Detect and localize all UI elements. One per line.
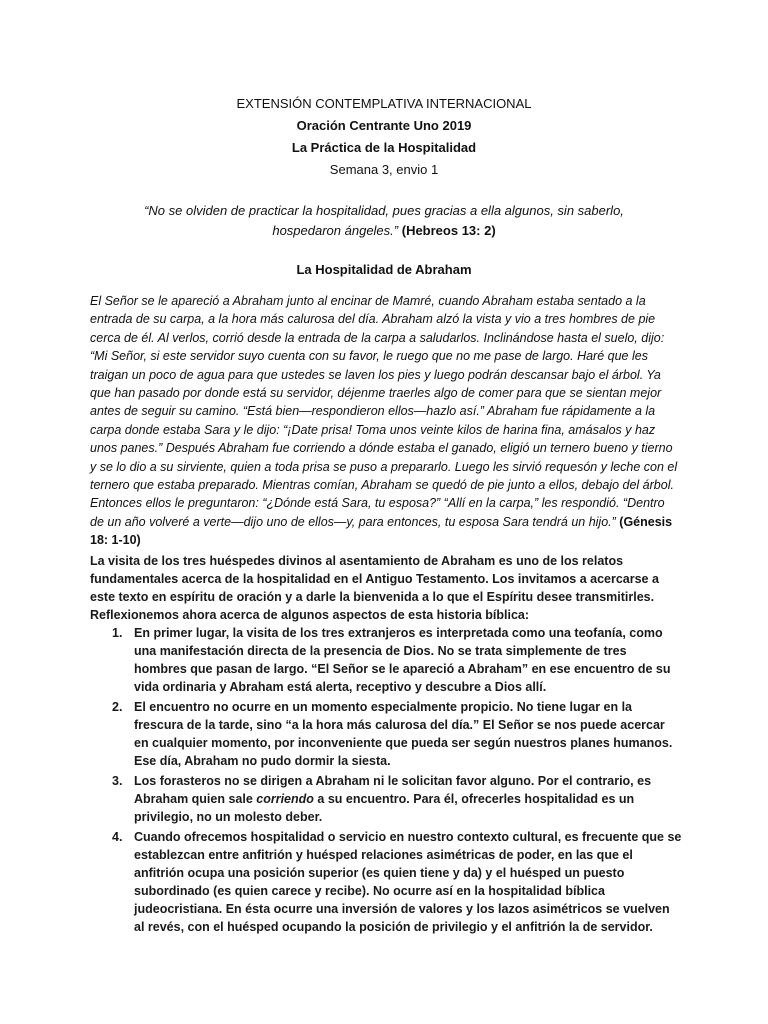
epigraph-quote: “No se olviden de practicar la hospitalidad, pues gracias a ella algunos, sin saberlo, hospedaron ángeles.” xyxy=(144,203,624,238)
list-item-number: 4. xyxy=(112,830,123,844)
list-item xyxy=(90,624,682,696)
reflection-list xyxy=(90,624,682,938)
list-item-text: En primer lugar, la visita de los tres extranjeros es interpretada como una teofanía, como una manifestación directa de la presencia de Dios. No se trata simplemente de tres hombres que pasan de largo. “El Señor se le apareció a Abraham” en ese encuentro de su vida ordinaria y Abraham está alerta, receptivo y descubre a Dios allí. xyxy=(134,626,671,694)
list-item-text: Cuando ofrecemos hospitalidad o servicio en nuestro contexto cultural, es frecuente que se establezcan entre anfitrión y huésped relaciones asimétricas de poder, en las que el anfitrión ocupa una posición superior (es quien tiene y da) y el huésped un puesto subordinado (es quien carece y recibe). No ocurre así en la hospitalidad bíblica judeocristiana. En ésta ocurre una inversión de valores y los lazos asimétricos se vuelven al revés, con el huésped ocupando la posición de privilegio y el anfitrión la de servidor. xyxy=(134,830,682,934)
list-item-text: El encuentro no ocurre en un momento especialmente propicio. No tiene lugar en la frescura de la tarde, sino “a la hora más calurosa del día.” El Señor se nos puede acercar en cualquier momento, por inconveniente que pueda ser según nuestros planes humanos. Ese día, Abraham no pudo dormir la siesta. xyxy=(134,700,673,768)
epigraph xyxy=(110,201,658,241)
list-item-emphasis: corriendo xyxy=(256,792,314,806)
list-item xyxy=(90,698,682,770)
program-title: Oración Centrante Uno 2019 xyxy=(296,118,472,133)
list-item-number: 2. xyxy=(112,700,123,714)
list-item-text-after: a su encuentro. Para él, ofrecerles hospitalidad es un privilegio, no un molesto deber. xyxy=(134,792,635,824)
week-label: Semana 3, envio 1 xyxy=(329,162,439,177)
scripture-passage xyxy=(90,292,680,550)
section-title: La Hospitalidad de Abraham xyxy=(296,262,472,277)
document-header xyxy=(0,93,768,181)
list-item-text-before: Los forasteros no se dirigen a Abraham ni le solicitan favor alguno. Por el contrario, es Abraham quien sale xyxy=(134,774,652,806)
intro-paragraph: La visita de los tres huéspedes divinos al asentamiento de Abraham es uno de los relatos fundamentales acerca de la hospitalidad en el Antiguo Testamento. Los invitamos a acercarse a este texto en espíritu de oración y a darle la bienvenida a lo que el Espíritu desee transmitirles. Reflexionemos ahora acerca de algunos aspectos de esta historia bíblica: xyxy=(90,554,659,622)
scripture-text: El Señor se le apareció a Abraham junto al encinar de Mamré, cuando Abraham estaba sentado a la entrada de su carpa, a la hora más calurosa del día. Abraham alzó la vista y vio a tres hombres de pie cerca de él. Al verlos, corrió desde la entrada de la carpa a saludarlos. Inclinándose hasta el suelo, dijo: “Mi Señor, si este servidor suyo cuenta con su favor, le ruego que no me pase de largo. Haré que les traigan un poco de agua para que ustedes se laven los pies y luego podrán descansar bajo el árbol. Ya que han pasado por donde está su servidor, déjenme traerles algo de comer para que se sientan mejor antes de seguir su camino. “Está bien—respondieron ellos—hazlo así.” Abraham fue rápidamente a la carpa donde estaba Sara y le dijo: “¡Date prisa! Toma unos veinte kilos de harina fina, amásalos y haz unos panes.” Después Abraham fue corriendo a dónde estaba el ganado, eligió un ternero bueno y tierno y se lo dio a su sirviente, quien a toda prisa se puso a prepararlo. Luego les sirvió requesón y leche con el ternero que estaba preparado. Mientras comían, Abraham se quedó de pie junto a ellos, debajo del árbol. Entonces ellos le preguntaron: “¿Dónde está Sara, tu esposa?” “Allí en la carpa,” les respondió. “Dentro de un año volveré a verte—dijo uno de ellos—y, para entonces, tu esposa Sara tendrá un hijo.” xyxy=(90,294,678,529)
topic-title: La Práctica de la Hospitalidad xyxy=(291,140,477,155)
epigraph-citation: (Hebreos 13: 2) xyxy=(401,223,496,238)
organization-name: EXTENSIÓN CONTEMPLATIVA INTERNACIONAL xyxy=(236,96,532,111)
list-item-number: 3. xyxy=(112,774,123,788)
scripture-reference: (Génesis 18: 1-10) xyxy=(90,514,673,548)
list-item xyxy=(90,772,682,826)
list-item xyxy=(90,828,682,936)
list-item-number: 1. xyxy=(112,626,123,640)
